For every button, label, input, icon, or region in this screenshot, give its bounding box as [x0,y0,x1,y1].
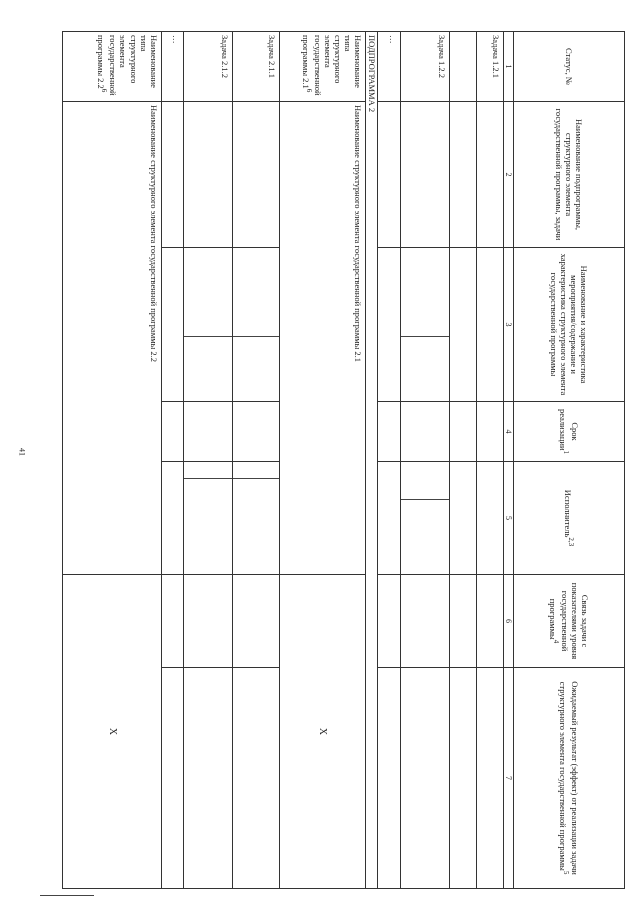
table-cell [184,102,233,248]
table-cell [476,462,503,575]
task-label: Задача 2.1.2 [184,32,233,102]
table-cell [233,102,280,248]
table-cell [161,248,184,402]
task-label: Задача 2.1.1 [233,32,280,102]
split-cell [233,462,280,575]
program-structure-table [62,31,625,889]
table-cell [400,575,449,668]
table-cell [233,402,280,462]
table-row [279,32,365,889]
column-number: 3 [503,248,513,402]
table-cell [449,248,476,402]
table-cell [161,102,184,248]
header-row [514,32,625,889]
split-cell [184,248,233,402]
table-cell [378,575,401,668]
header-link-to-indicators: Связь задачи с показателями уровня государственной программы$^4$ [514,575,625,668]
table-cell [233,575,280,668]
table-cell [378,462,401,575]
header-expected-result: Ожидаемый результат (эффект) от реализации задачи структурного элемента государственной программы$^5$ [514,668,625,889]
header-subprogram-name: Наименование подпрограммы, структурного элемента государственной программы, задачи [514,102,625,248]
table-cell [161,575,184,668]
table-cell [184,668,233,889]
table-cell [161,402,184,462]
header-executor: Исполнитель$^{2,3}$ [514,462,625,575]
table-cell [378,668,401,889]
table-row [233,32,280,889]
table-cell [476,102,503,248]
cell-divider [233,336,279,337]
table-cell [378,248,401,402]
table-row [365,32,377,889]
table-row [161,32,184,889]
rotated-table-container [62,31,625,888]
table-cell [449,102,476,248]
table-cell [449,462,476,575]
table-row [184,32,233,889]
column-number: 5 [503,462,513,575]
table-row [400,32,449,889]
table-cell [400,668,449,889]
table-cell [476,402,503,462]
cell-divider [233,478,279,479]
cell-divider [401,336,449,337]
table-cell [161,668,184,889]
task-label: Задача 1.2.2 [400,32,449,102]
task-label: Задача 1.2.1 [476,32,503,102]
column-number: 1 [503,32,513,102]
table-cell [378,402,401,462]
table-cell [449,575,476,668]
table-cell [184,402,233,462]
footnote-rule [40,895,94,896]
header-measure-description: Наименование и характеристика мероприятия/содержание и характеристика структурного элемента государственной программы [514,248,625,402]
structural-element-type: Наименование типа структурного элемента государственной программы $2.2^6$ [63,32,162,102]
split-cell [233,248,280,402]
table-cell [233,668,280,889]
structural-element-type: Наименование типа структурного элемента государственной программы $2.1^6$ [279,32,365,102]
table-cell [476,668,503,889]
table-cell [449,402,476,462]
cell-divider [184,336,232,337]
table-cell [184,575,233,668]
cell-divider [401,499,449,500]
table-cell [449,32,476,102]
column-number: 2 [503,102,513,248]
table-row [449,32,476,889]
table-cell [400,102,449,248]
table-cell [378,102,401,248]
table-row [378,32,401,889]
page-number: 41 [17,448,27,456]
column-number: 7 [503,668,513,889]
table-cell [161,462,184,575]
structural-element-name: Наименование структурного элемента государственной программы 2.2 [63,102,162,575]
column-number-row [503,32,513,889]
ellipsis-label: … [161,32,184,102]
table-cell [476,248,503,402]
table-row [63,32,162,889]
structural-element-name: Наименование структурного элемента государственной программы 2.1 [279,102,365,575]
ellipsis-label: … [378,32,401,102]
x-mark: Х [279,575,365,889]
header-implementation-period: Срок реализации$^1$ [514,402,625,462]
table-cell [476,575,503,668]
column-number: 4 [503,402,513,462]
table-cell [400,402,449,462]
column-number: 6 [503,575,513,668]
split-cell [184,462,233,575]
table-cell [449,668,476,889]
table-row [476,32,503,889]
subprogram-heading: ПОДПРОГРАММА 2 [365,32,377,889]
x-mark: Х [63,575,162,889]
header-status-number: Статус, № [514,32,625,102]
split-cell [400,248,449,402]
cell-divider [184,478,232,479]
split-cell [400,462,449,575]
